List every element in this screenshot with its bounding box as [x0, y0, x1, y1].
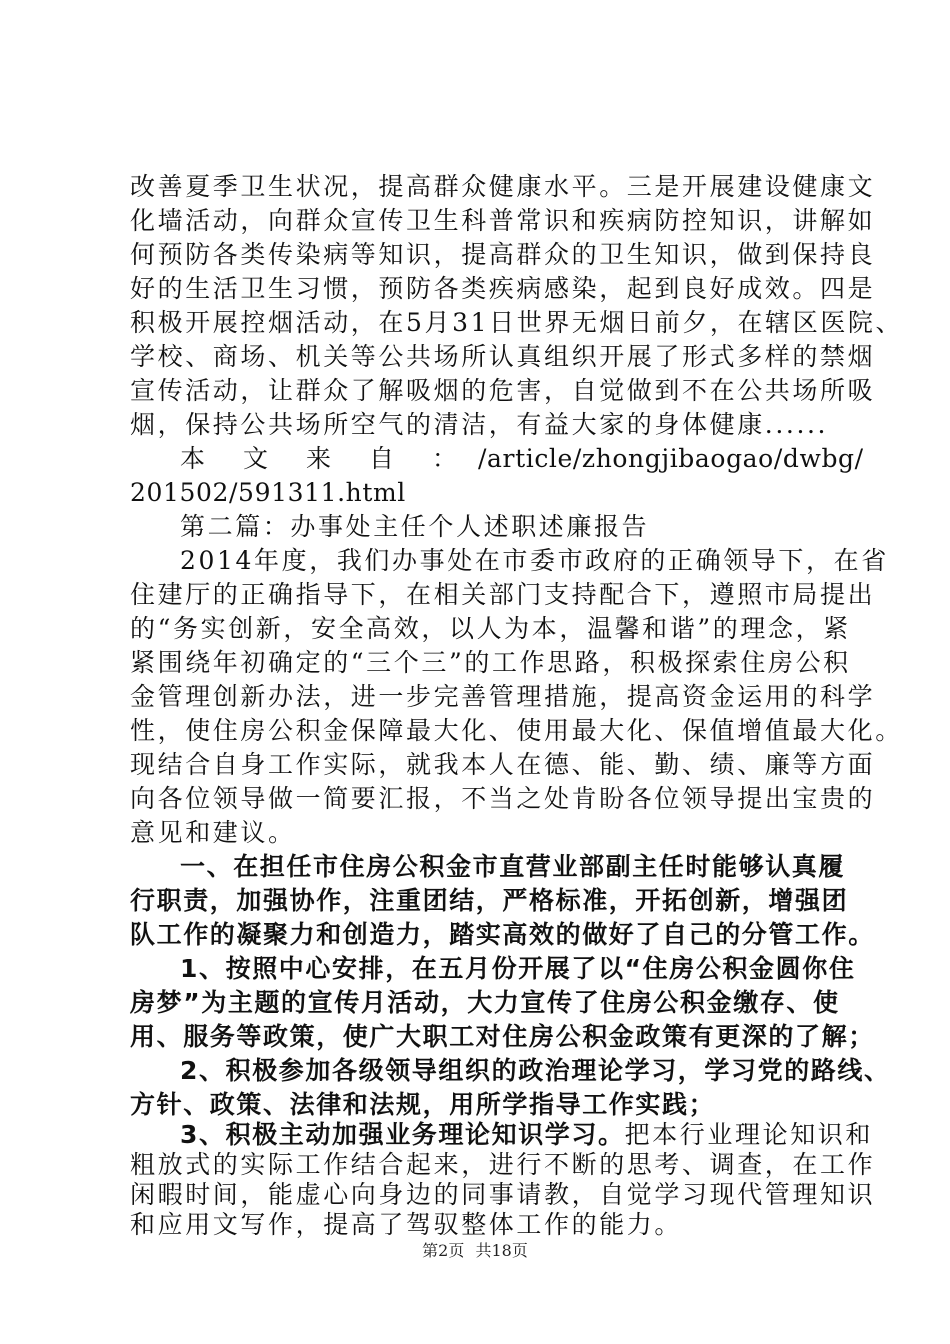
item-line: 2、积极参加各级领导组织的政治理论学习，学习党的路线、	[180, 1056, 891, 1085]
item-line	[180, 1120, 950, 1150]
text-line: 改善夏季卫生状况，提高群众健康水平。三是开展建设健康文	[130, 172, 876, 201]
text-line: 化墙活动，向群众宣传卫生科普常识和疾病防控知识，讲解如	[130, 206, 876, 235]
source-label: 本文来自：	[180, 444, 496, 473]
item-line: 1、按照中心安排，在五月份开展了以“住房公积金圆你住	[180, 954, 856, 983]
text-line: 学校、商场、机关等公共场所认真组织开展了形式多样的禁烟	[130, 342, 876, 371]
source-path: /article/zhongjibaogao/dwbg/	[478, 444, 864, 473]
text-line: 何预防各类传染病等知识，提高群众的卫生知识，做到保持良	[130, 240, 876, 269]
heading-line: 一、在担任市住房公积金市直营业部副主任时能够认真履	[180, 852, 846, 881]
section-title: 第二篇：办事处主任个人述职述廉报告	[180, 512, 650, 541]
text-line: 金管理创新办法，进一步完善管理措施，提高资金运用的科学	[130, 682, 876, 711]
item3-bold-lead: 3、积极主动加强业务理论知识学习。	[180, 1120, 625, 1149]
text-line: 意见和建议。	[130, 818, 296, 847]
text-line: 烟，保持公共场所空气的清洁，有益大家的身体健康......	[130, 410, 829, 439]
text-line: 好的生活卫生习惯，预防各类疾病感染，起到良好成效。四是	[130, 274, 876, 303]
text-line: 宣传活动，让群众了解吸烟的危害，自觉做到不在公共场所吸	[130, 376, 876, 405]
heading-line: 行职责，加强协作，注重团结，严格标准，开拓创新，增强团	[130, 886, 849, 915]
text-line: 2014年度，我们办事处在市委市政府的正确领导下，在省	[180, 546, 889, 575]
item-line: 房梦”为主题的宣传月活动，大力宣传了住房公积金缴存、使	[130, 988, 840, 1017]
item-line: 方针、政策、法律和法规，用所学指导工作实践；	[130, 1090, 716, 1119]
text-line: 向各位领导做一简要汇报，不当之处肯盼各位领导提出宝贵的	[130, 784, 876, 813]
source-path-continued: 201502/591311.html	[130, 478, 406, 507]
page-total: 共18页	[475, 1241, 528, 1260]
text-line: 紧围绕年初确定的“三个三”的工作思路，积极探索住房公积	[130, 648, 851, 677]
text-line: 和应用文写作，提高了驾驭整体工作的能力。	[130, 1210, 683, 1239]
item3-rest: 把本行业理论知识和	[624, 1120, 874, 1149]
text-line: 的“务实创新，安全高效，以人为本，温馨和谐”的理念，紧	[130, 614, 851, 643]
text-line: 性，使住房公积金保障最大化、使用最大化、保值增值最大化。	[130, 716, 903, 745]
heading-line: 队工作的凝聚力和创造力，踏实高效的做好了自己的分管工作。	[130, 920, 875, 949]
item-line: 用、服务等政策，使广大职工对住房公积金政策有更深的了解；	[130, 1022, 875, 1051]
text-line: 粗放式的实际工作结合起来，进行不断的思考、调查，在工作	[130, 1150, 876, 1179]
text-line: 闲暇时间，能虚心向身边的同事请教，自觉学习现代管理知识	[130, 1180, 876, 1209]
text-line: 积极开展控烟活动，在5月31日世界无烟日前夕，在辖区医院、	[130, 308, 904, 337]
text-line: 住建厅的正确指导下，在相关部门支持配合下，遵照市局提出	[130, 580, 876, 609]
page-footer	[0, 1241, 950, 1261]
text-line: 现结合自身工作实际，就我本人在德、能、勤、绩、廉等方面	[130, 750, 876, 779]
page-number: 第2页	[422, 1241, 465, 1260]
